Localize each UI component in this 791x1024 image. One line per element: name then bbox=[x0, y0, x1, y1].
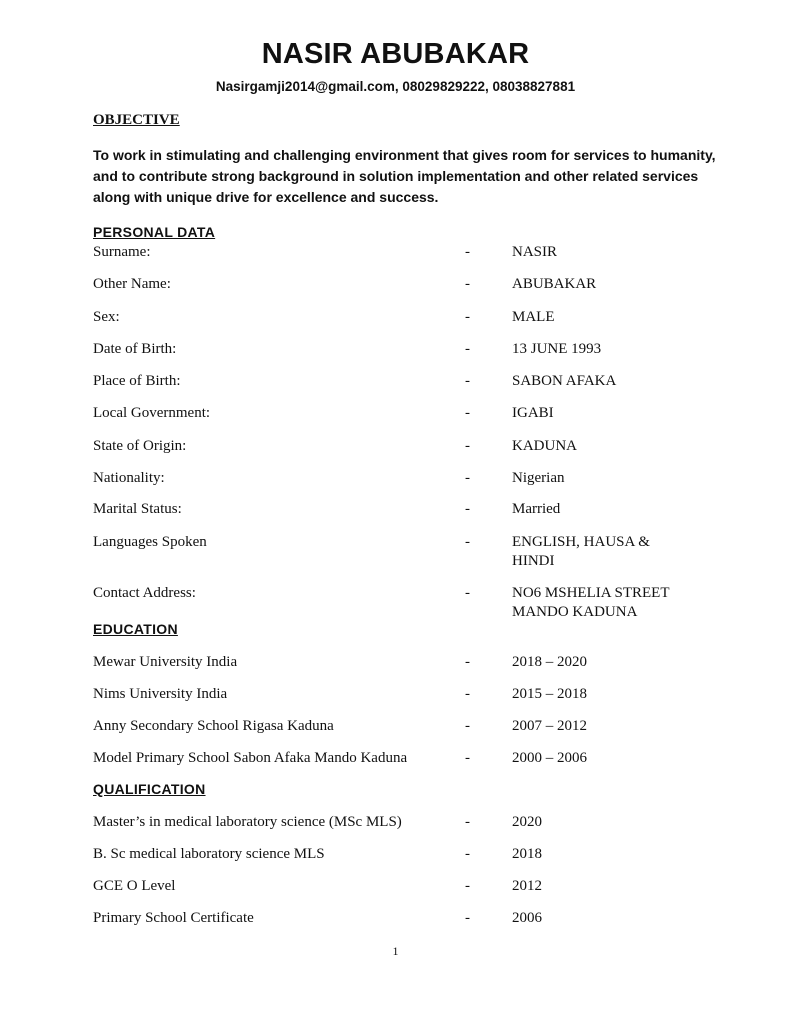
qualification-row bbox=[93, 909, 713, 931]
personal-row-place-of-birth bbox=[93, 372, 713, 394]
row-dash: - bbox=[465, 814, 470, 830]
candidate-name: NASIR ABUBAKAR bbox=[261, 38, 530, 70]
row-value: ENGLISH, HAUSA & HINDI bbox=[512, 534, 650, 569]
row-dash: - bbox=[465, 309, 470, 325]
row-dash: - bbox=[465, 585, 470, 601]
personal-row-sex bbox=[93, 308, 713, 330]
row-dash: - bbox=[465, 244, 470, 260]
row-dash: - bbox=[465, 373, 470, 389]
row-label: GCE O Level bbox=[93, 878, 176, 894]
row-label: Languages Spoken bbox=[93, 534, 207, 550]
row-value: 2000 – 2006 bbox=[512, 750, 587, 766]
row-value: MALE bbox=[512, 309, 555, 325]
row-label: B. Sc medical laboratory science MLS bbox=[93, 846, 325, 862]
qualification-row bbox=[93, 845, 713, 867]
row-dash: - bbox=[465, 534, 470, 550]
personal-row-marital-status bbox=[93, 500, 713, 522]
qualification-heading: QUALIFICATION bbox=[93, 781, 206, 797]
row-dash: - bbox=[465, 718, 470, 734]
row-label: Date of Birth: bbox=[93, 341, 177, 357]
row-label: State of Origin: bbox=[93, 438, 187, 454]
personal-row-other-name bbox=[93, 275, 713, 297]
row-value: KADUNA bbox=[512, 438, 577, 454]
row-dash: - bbox=[465, 470, 470, 486]
row-dash: - bbox=[465, 501, 470, 517]
row-label: Sex: bbox=[93, 309, 120, 325]
row-label: Master’s in medical laboratory science (MSc MLS) bbox=[93, 814, 402, 830]
row-value: 2018 – 2020 bbox=[512, 654, 587, 670]
qualification-row bbox=[93, 813, 713, 835]
row-value: 2015 – 2018 bbox=[512, 686, 587, 702]
row-dash: - bbox=[465, 846, 470, 862]
row-dash: - bbox=[465, 276, 470, 292]
row-value: Nigerian bbox=[512, 470, 565, 486]
education-row bbox=[93, 717, 713, 739]
row-label: Nationality: bbox=[93, 470, 165, 486]
education-row bbox=[93, 749, 713, 771]
personal-row-surname bbox=[93, 243, 713, 265]
objective-text: To work in stimulating and challenging environment that gives room for services to humanity, and to contribute strong background in solution implementation and other related services along with unique drive for excellence and success. bbox=[93, 147, 716, 205]
personal-row-languages bbox=[93, 533, 713, 573]
row-dash: - bbox=[465, 750, 470, 766]
row-dash: - bbox=[465, 910, 470, 926]
row-value: SABON AFAKA bbox=[512, 373, 617, 389]
objective-heading: OBJECTIVE bbox=[93, 112, 180, 128]
personal-row-local-government bbox=[93, 404, 713, 426]
row-dash: - bbox=[465, 654, 470, 670]
row-label: Marital Status: bbox=[93, 501, 182, 517]
row-label: Local Government: bbox=[93, 405, 211, 421]
row-value: 2012 bbox=[512, 878, 542, 894]
row-label: Anny Secondary School Rigasa Kaduna bbox=[93, 718, 334, 734]
row-label: Primary School Certificate bbox=[93, 910, 254, 926]
personal-row-state-of-origin bbox=[93, 437, 713, 459]
row-dash: - bbox=[465, 438, 470, 454]
row-value: 2007 – 2012 bbox=[512, 718, 587, 734]
row-label: Contact Address: bbox=[93, 585, 196, 601]
personal-row-date-of-birth bbox=[93, 340, 713, 362]
row-dash: - bbox=[465, 405, 470, 421]
qualification-row bbox=[93, 877, 713, 899]
row-value: 2018 bbox=[512, 846, 542, 862]
row-label: Surname: bbox=[93, 244, 151, 260]
education-heading: EDUCATION bbox=[93, 621, 178, 637]
education-row bbox=[93, 685, 713, 707]
row-value: 13 JUNE 1993 bbox=[512, 341, 602, 357]
row-label: Place of Birth: bbox=[93, 373, 181, 389]
row-dash: - bbox=[465, 686, 470, 702]
education-row bbox=[93, 653, 713, 675]
contact-line: Nasirgamji2014@gmail.com, 08029829222, 08038827881 bbox=[215, 79, 576, 94]
personal-data-heading: PERSONAL DATA bbox=[93, 224, 216, 240]
page-number: 1 bbox=[392, 944, 399, 958]
row-dash: - bbox=[465, 878, 470, 894]
row-value: Married bbox=[512, 501, 561, 517]
row-value: ABUBAKAR bbox=[512, 276, 597, 292]
row-value: 2006 bbox=[512, 910, 542, 926]
row-label: Nims University India bbox=[93, 686, 228, 702]
personal-row-nationality bbox=[93, 469, 713, 491]
row-value: IGABI bbox=[512, 405, 554, 421]
row-label: Mewar University India bbox=[93, 654, 238, 670]
row-value: NO6 MSHELIA STREET MANDO KADUNA bbox=[512, 585, 670, 620]
row-value: 2020 bbox=[512, 814, 542, 830]
personal-row-contact-address bbox=[93, 584, 713, 624]
row-label: Other Name: bbox=[93, 276, 171, 292]
row-label: Model Primary School Sabon Afaka Mando Kaduna bbox=[93, 750, 408, 766]
row-value: NASIR bbox=[512, 244, 558, 260]
row-dash: - bbox=[465, 341, 470, 357]
